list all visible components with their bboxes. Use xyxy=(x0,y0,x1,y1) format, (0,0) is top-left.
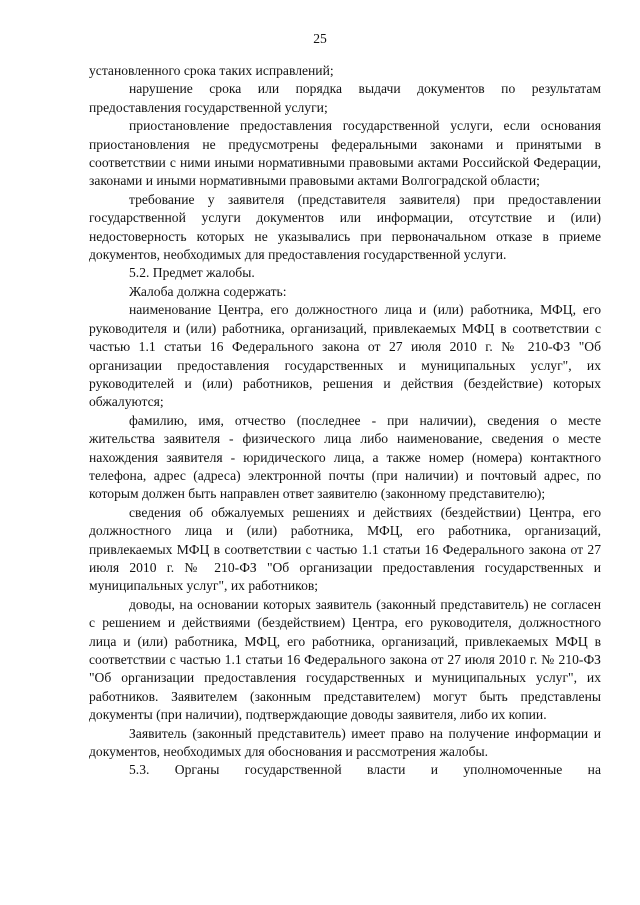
document-body xyxy=(89,62,601,780)
paragraph-appealed-decisions: сведения об обжалуемых решениях и действиях (бездействии) Центра, его должностного лица и (или) работника, МФЦ, его работника, организаций, привлекаемых МФЦ в соответствии с частью 1.1 статьи 16 Федерального закона от 27 июля 2010 г. № 210-ФЗ "Об организации предоставления государственных и муниципальных услуг", их работников; xyxy=(89,504,601,594)
paragraph-applicant-details: фамилию, имя, отчество (последнее - при наличии), сведения о месте жительства заявителя - физического лица либо наименование, сведения о месте нахождения заявителя - юридического лица, а также номер (номера) контактного телефона, адрес (адреса) электронной почты (при наличии) и почтовый адрес, по которым должен быть направлен ответ заявителю (законному представителю); xyxy=(89,412,601,502)
paragraph-complaint-contents-intro: Жалоба должна содержать: xyxy=(129,283,287,299)
section-heading-5-3: 5.3. Органы государственной власти и уполномоченные на xyxy=(129,762,601,778)
paragraph-document-requirement: требование у заявителя (представителя заявителя) при предоставлении государственной услуги документов или информации, отсутствие и (или) недостоверность которых не указывались при первоначальном отказе в приеме документов, необходимых для предоставления государственной услуги. xyxy=(89,191,601,263)
section-heading-5-2: 5.2. Предмет жалобы. xyxy=(129,265,255,281)
paragraph-continuation: установленного срока таких исправлений; xyxy=(89,63,334,78)
paragraph-suspension: приостановление предоставления государственной услуги, если основания приостановления не предусмотрены федеральными законами и принятыми в соответствии с ними иными нормативными правовыми актами Российской Федерации, законами и иными нормативными правовыми актами Волгоградской области; xyxy=(89,118,601,189)
page-number: 25 xyxy=(313,31,327,46)
paragraph-arguments: доводы, на основании которых заявитель (законный представитель) не согласен с решением и действиями (бездействием) Центра, его руководителя, должностного лица и (или) работника, МФЦ, его работника, организаций, привлекаемых МФЦ в соответствии с частью 1.1 статьи 16 Федерального закона от 27 июля 2010 г. № 210-ФЗ "Об организации предоставления государственных и муниципальных услуг", их работников. Заявителем (законным представителем) могут быть представлены документы (при наличии), подтверждающие доводы заявителя, либо их копии. xyxy=(89,596,601,723)
paragraph-organization-name: наименование Центра, его должностного лица и (или) работника, МФЦ, его руководителя и (или) работника, организаций, привлекаемых МФЦ в соответствии с частью 1.1 статьи 16 Федерального закона от 27 июля 2010 г. № 210-ФЗ "Об организации предоставления государственных и муниципальных услуг", их руководителей и (или) работников, решения и действия (бездействие) которых обжалуются; xyxy=(89,302,601,410)
paragraph-applicant-rights: Заявитель (законный представитель) имеет право на получение информации и документов, необходимых для обоснования и рассмотрения жалобы. xyxy=(89,725,601,760)
paragraph-violation-deadline: нарушение срока или порядка выдачи документов по результатам предоставления государственной услуги; xyxy=(89,81,601,115)
